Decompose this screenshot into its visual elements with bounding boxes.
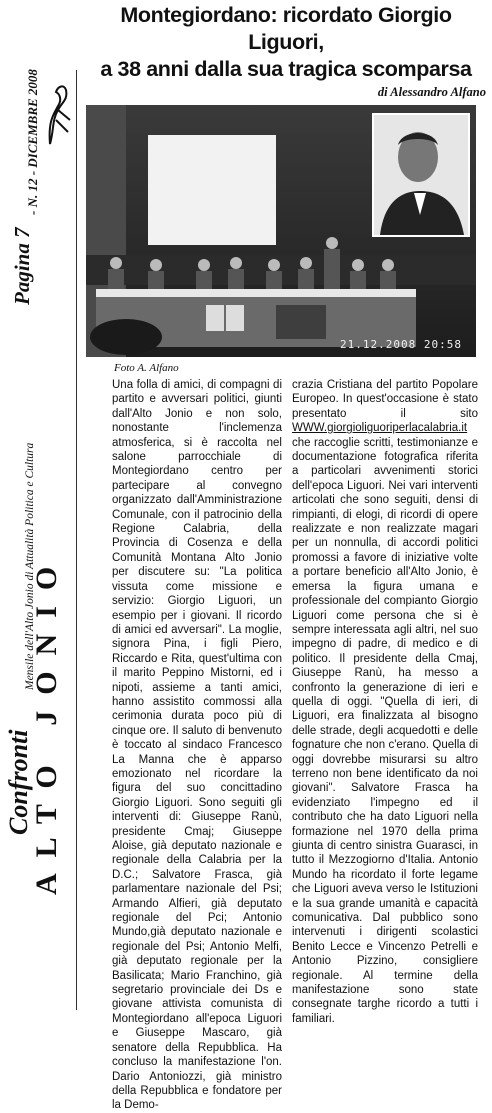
masthead-logo-icon (44, 80, 74, 150)
article-byline: di Alessandro Alfano (377, 85, 486, 99)
portrait-illustration (374, 115, 468, 235)
article-headline (86, 2, 486, 83)
headline-line-1: Montegiordano: ricordato Giorgio Liguori, (120, 3, 452, 54)
column-2-text-end: che raccoglie scritti, testimonianze e documentazione fotografica riferita a particolari avvenimenti storici dell'epoca Liguori. Nei vari interventi articolati che sono seguiti, densi di rimpianti, di elogi, di ricordi di opere realizzate e non realizzate magari per un nonnulla, di accordi politici promossi a favore di iniziative volte a portare beneficio all'Alto Jonio, è emersa la figura umana e professionale del compianto Giorgio Liguori come persona che si è sempre interessata agli altri, nel suo impegno di padre, di medico e di politico. Il presidente della Cmaj, Giuseppe Ranù, ha messo a confronto la generazione di ieri e quella di oggi. "Quella di ieri, di Liguori, era finalizzata al bisogno delle strade, degli acquedotti e delle fognature che non c'erano. Quella di oggi dovrebbe misurarsi su altro terreno non bene identificato da noi giovani". Salvatore Frasca ha evidenziato l'impegno ed il contributo che ha dato Liguori nella formazione nel 1970 della prima giunta di centro sinistra Guarasci, in tutto il Mezzogiorno d'Italia. Antonio Mundo ha ricordato il forte legame che Liguori aveva verso le Istituzioni e la sua grande umanità e capacità comunicativa. Dal pubblico sono intervenuti i dirigenti scolastici Benito Lecce e Vincenzo Petrelli e Antonio Pizzino, consigliere regionale. Al termine della manifestazione sono state consegnate targhe ricordo a tutti i familiari. (292, 436, 478, 1025)
publication-subtitle: Mensile dell'Alto Jonio di Attualità Politica e Cultura (24, 442, 36, 690)
event-photo (86, 105, 476, 357)
photo-caption: Foto A. Alfano (114, 362, 179, 374)
article-column-2 (292, 378, 478, 1026)
page-number: Pagina 7 (10, 227, 34, 305)
article-column-1: Una folla di amici, di compagni di partito e avversari politici, giunti dall'Alto Jonio e non solo, nonostante l'inclemenza atmosferica, si è raccolta nel salone parrocchiale di Montegiordano centro per partecipare al convegno organizzato dall'Amministrazione Comunale, con il patrocinio della Regione Calabria, della Provincia di Cosenza e della Comunità Montana Alto Jonio per discutere su: "La politica vissuta come missione e servizio: Giorgio Liguori, un esempio per i giovani. Il ricordo di amici ed avversari". La moglie, signora Pina, i figli Piero, Riccardo e Rita, quest'ultima con il marito Peppino Mistorni, ed i nipoti, assieme a tanti amici, hanno assistito commossi alla cerimonia durata poco più di cinque ore. Il saluto di benvenuto è toccato al sindaco Francesco La Manna che è apparso emozionato nel ricordare la figura del suo concittadino Giorgio Liguori. Sono seguiti gli interventi di: Giuseppe Ranù, presidente Cmaj; Giuseppe Aloise, già deputato nazionale e regionale della Calabria per la D.C.; Salvatore Frasca, già parlamentare nazionale del Psi; Armando Alfieri, già deputato regionale del Pci; Antonio Mundo,già deputato nazionale e regionale del Psi; Antonio Melfi, già deputato regionale per la Basilicata; Mario Franchino, già segretario provinciale dei Ds e giovane attivista comunista di Montegiordano all'epoca Liguori e Giuseppe Mascaro, già senatore della Repubblica. Ha concluso la manifestazione l'on. Dario Antoniozzi, già ministro della Repubblica e fondatore per la Demo- (112, 379, 282, 1112)
headline-line-2: a 38 anni dalla sua tragica scomparsa (100, 57, 472, 81)
photo-timestamp: 21.12.2008 20:58 (340, 338, 462, 351)
portrait-inset (372, 113, 470, 237)
publication-name: Confronti (4, 729, 33, 835)
issue-info: - N. 12 - DICEMBRE 2008 (25, 69, 40, 215)
website-link[interactable]: WWW.giorgioliguoriperlacalabria.it (292, 422, 468, 435)
column-2-text-start: crazia Cristiana del partito Popolare Europeo. In quest'occasione è stato presentato il sito (292, 379, 478, 420)
section-title: ALTO JONIO (30, 550, 63, 895)
column-divider (76, 70, 77, 1010)
